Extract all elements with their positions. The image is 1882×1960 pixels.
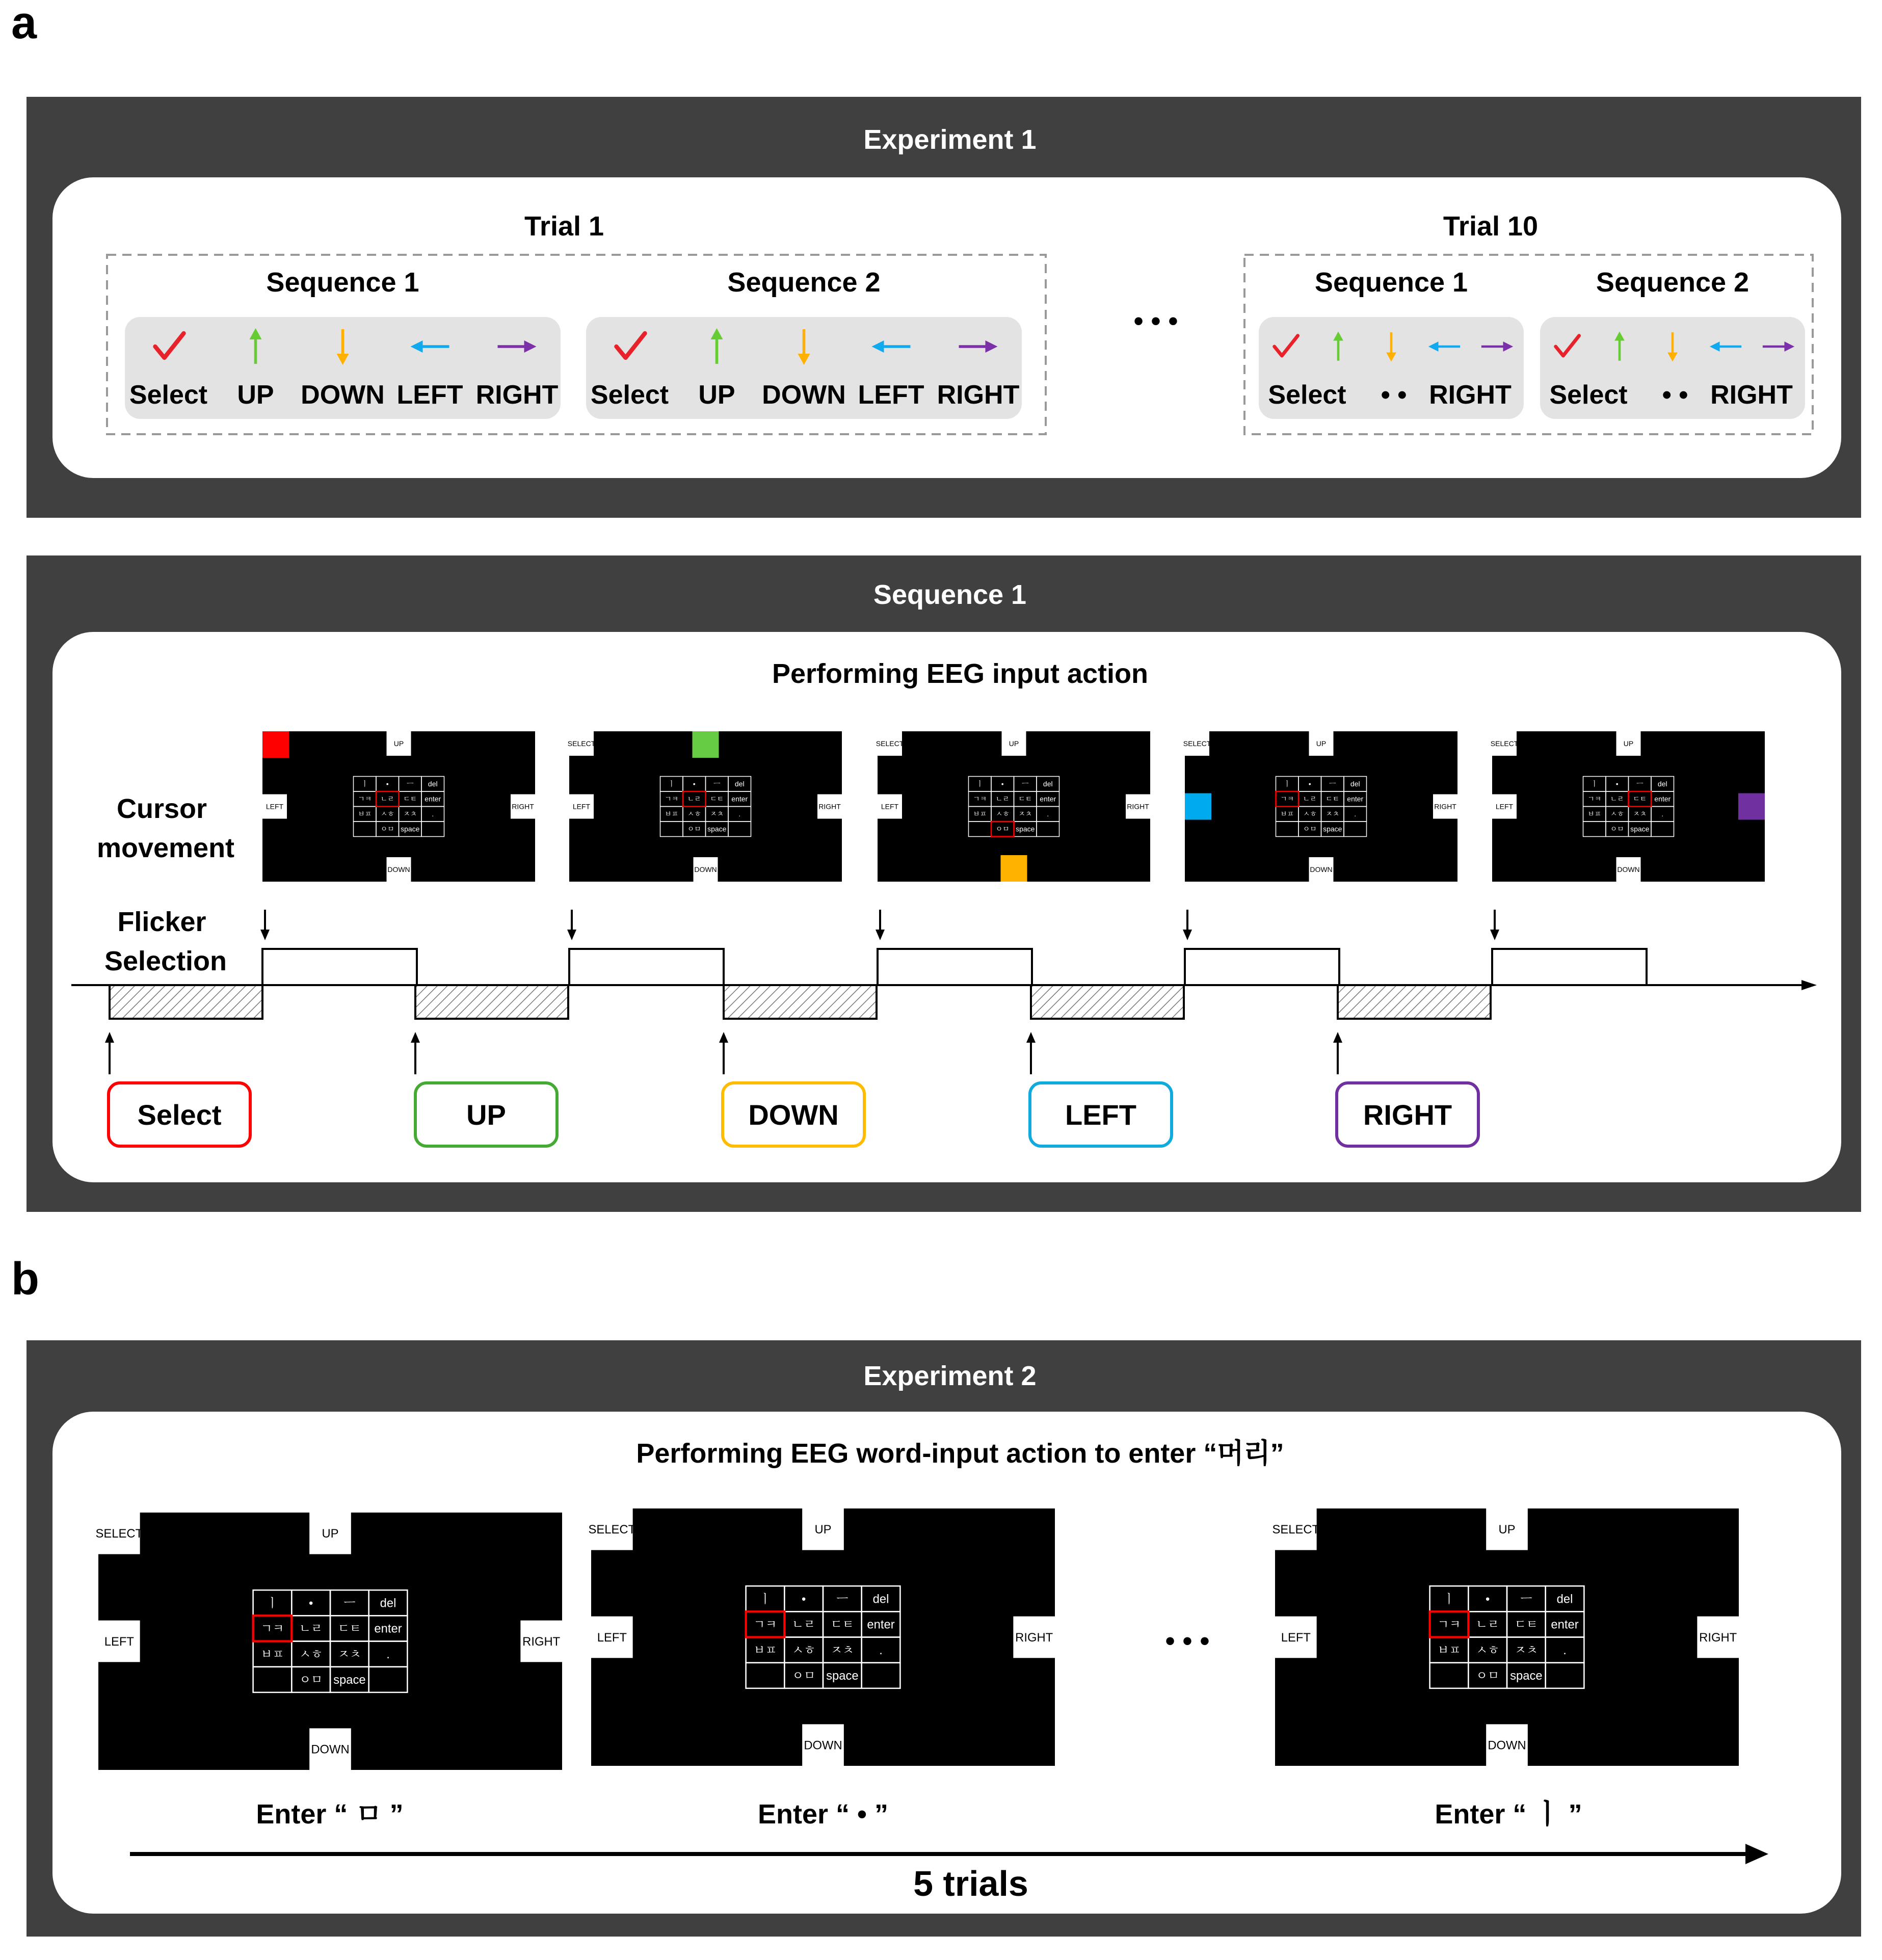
keyboard-cell-label: del — [380, 1596, 396, 1610]
keyboard-cell-label: ㄷㅌ — [830, 1618, 854, 1632]
keyboard-cell-label: del — [1657, 780, 1667, 788]
action-label: DOWN — [301, 380, 385, 410]
keyboard-cell-label: ㅂㅍ — [358, 810, 372, 818]
flicker-target-square — [262, 731, 289, 758]
trials-label: 5 trials — [913, 1864, 1028, 1903]
keyboard-cell-label: ㅡ — [1636, 780, 1644, 788]
action-label: RIGHT — [1429, 380, 1512, 410]
up-button-label: UP — [814, 1523, 832, 1537]
action-label: Select — [129, 380, 208, 410]
left-button-label: LEFT — [881, 802, 899, 811]
experiment2-ellipsis: • • • — [1165, 1626, 1210, 1656]
action-label: RIGHT — [937, 380, 1020, 410]
action-label: UP — [237, 380, 274, 410]
keyboard-cell-label: ㅂㅍ — [1280, 810, 1294, 818]
right-button-label: RIGHT — [512, 802, 534, 811]
keyboard-cell-label: • — [1615, 780, 1619, 788]
down-button-label: DOWN — [1310, 865, 1333, 873]
keyboard-cell-label: space — [707, 825, 727, 833]
keyboard-cell-label: ㅇㅁ — [1303, 825, 1317, 833]
down-button-label: DOWN — [387, 865, 410, 873]
keyboard-cell-label: del — [1556, 1592, 1573, 1606]
select-button-label: SELECT — [1490, 739, 1519, 748]
flicker-target-square — [693, 731, 719, 758]
step-label-1: Enter “ ㅁ ” — [256, 1799, 404, 1830]
keyboard-cell-label: • — [1001, 780, 1004, 788]
keyboard-cell-label: • — [801, 1592, 806, 1606]
keyboard-cell-label: ㅣ — [759, 1592, 771, 1606]
keyboard-cell-label: space — [1630, 825, 1650, 833]
left-button-label: LEFT — [597, 1630, 627, 1645]
down-button-label: DOWN — [311, 1742, 350, 1757]
select-button-label: SELECT — [1183, 739, 1211, 748]
sequence-title: Sequence 2 — [727, 267, 881, 298]
up-button-label: UP — [393, 739, 404, 748]
flicker-target-square — [1738, 793, 1765, 820]
keyboard-cell-label: ㅈㅊ — [1514, 1643, 1538, 1657]
keyboard-cell-label: ㄱㅋ — [1437, 1618, 1461, 1632]
action-box-label: Select — [137, 1099, 222, 1131]
keyboard-cell-label: ㅈㅊ — [830, 1643, 854, 1657]
action-box-label: LEFT — [1065, 1099, 1136, 1131]
up-button-label: UP — [1316, 739, 1327, 748]
trial-ellipsis: • • • — [1133, 306, 1178, 336]
keyboard-cell-label: ㅂㅍ — [260, 1647, 284, 1661]
keyboard-cell-label: ㅣ — [976, 780, 984, 788]
right-button-label: RIGHT — [1699, 1630, 1737, 1645]
down-button-label: DOWN — [1617, 865, 1640, 873]
keyboard-cell-label: space — [1510, 1669, 1543, 1683]
select-button-label: SELECT — [876, 739, 904, 748]
keyboard-cell-label: ㄴㄹ — [792, 1618, 816, 1632]
experiment2-subtitle: Performing EEG word-input action to enter “머리” — [636, 1438, 1284, 1469]
keyboard-cell-label: ㅅㅎ — [687, 810, 701, 818]
keyboard-cell-label: enter — [374, 1622, 402, 1636]
keyboard-cell-label: space — [1323, 825, 1342, 833]
keyboard-cell-label: space — [333, 1673, 366, 1687]
action-box-label: RIGHT — [1363, 1099, 1452, 1131]
right-button-label: RIGHT — [1015, 1630, 1053, 1645]
keyboard-cell-label: ㅇㅁ — [792, 1669, 816, 1683]
keyboard-cell-label: ㄴㄹ — [1303, 794, 1317, 803]
keyboard-cell-label: ㅅㅎ — [995, 810, 1010, 818]
keyboard-cell-label: ㅡ — [836, 1592, 849, 1606]
keyboard-cell-label: ㅣ — [266, 1596, 278, 1610]
keyboard-cell-label: del — [1043, 780, 1053, 788]
keyboard-cell-label: ㅡ — [1520, 1592, 1532, 1606]
keyboard-cell-label: ㄷㅌ — [1514, 1618, 1538, 1632]
action-label: • • — [1662, 380, 1688, 410]
keyboard-cell-label: ㄴㄹ — [995, 794, 1010, 803]
keyboard-cell-label: ㅣ — [668, 780, 675, 788]
action-label: LEFT — [396, 380, 463, 410]
keyboard-cell-label: ㄷㅌ — [1633, 794, 1647, 803]
step-label-3: Enter “ ㅣ ” — [1435, 1799, 1582, 1830]
experiment1-title: Experiment 1 — [863, 124, 1037, 155]
keyboard-cell-label: ㅂㅍ — [973, 810, 987, 818]
keyboard-cell-label: ㄷㅌ — [1326, 794, 1340, 803]
keyboard-cell-label: space — [826, 1669, 859, 1683]
action-label: Select — [1549, 380, 1628, 410]
action-label: UP — [698, 380, 735, 410]
keyboard-cell-label: ㄱㅋ — [1587, 794, 1602, 803]
keyboard-cell-label: del — [428, 780, 438, 788]
keyboard-cell-label: ㅅㅎ — [1476, 1643, 1500, 1657]
keyboard-cell-label: ㅂㅍ — [1587, 810, 1602, 818]
keyboard-cell-label: ㅡ — [713, 780, 721, 788]
keyboard-cell-label: enter — [1654, 794, 1671, 803]
action-box-label: DOWN — [748, 1099, 839, 1131]
select-button-label: SELECT — [588, 1523, 636, 1537]
sequence-title: Sequence 2 — [1596, 267, 1750, 298]
action-label: DOWN — [762, 380, 846, 410]
keyboard-cell-label: ㅡ — [406, 780, 414, 788]
keyboard-cell-label: . — [1047, 810, 1049, 818]
keyboard-cell-label: • — [386, 780, 389, 788]
left-button-label: LEFT — [1495, 802, 1514, 811]
keyboard-cell-label: ㄴㄹ — [687, 794, 701, 803]
keyboard-cell-label: ㅣ — [1591, 780, 1598, 788]
rest-period — [110, 985, 262, 1019]
right-button-label: RIGHT — [818, 802, 841, 811]
right-button-label: RIGHT — [522, 1634, 561, 1649]
keyboard-cell-label: ㅡ — [343, 1596, 356, 1610]
flicker-target-square — [1185, 793, 1211, 820]
keyboard-cell-label: space — [401, 825, 420, 833]
keyboard-cell-label: . — [738, 810, 741, 818]
keyboard-cell-label: ㄷㅌ — [710, 794, 724, 803]
sequence-inner-box — [52, 632, 1841, 1182]
keyboard-cell-label: ㅡ — [1021, 780, 1029, 788]
keyboard-cell-label: ㅇㅁ — [299, 1673, 323, 1687]
keyboard-cell-label: ㄷㅌ — [337, 1622, 361, 1636]
right-button-label: RIGHT — [1434, 802, 1456, 811]
keyboard-cell-label: ㄷㅌ — [403, 794, 417, 803]
keyboard-cell-label: ㅅㅎ — [1303, 810, 1317, 818]
keyboard-cell-label: ㅈㅊ — [403, 810, 417, 818]
keyboard-cell-label: ㄱㅋ — [665, 794, 679, 803]
keyboard-cell-label: ㅂㅍ — [1437, 1643, 1461, 1657]
down-button-label: DOWN — [694, 865, 717, 873]
right-button-label: RIGHT — [1127, 802, 1149, 811]
keyboard-cell-label: . — [1354, 810, 1357, 818]
panel-b-label: b — [11, 1254, 39, 1305]
keyboard-cell-label: space — [1016, 825, 1035, 833]
keyboard-cell-label: ㄱㅋ — [973, 794, 987, 803]
keyboard-cell-label: . — [386, 1647, 390, 1661]
keyboard-cell-label: enter — [1040, 794, 1056, 803]
keyboard-cell-label: • — [1308, 780, 1311, 788]
up-button-label: UP — [1498, 1523, 1516, 1537]
keyboard-cell-label: ㄴㄹ — [299, 1622, 323, 1636]
keyboard-cell-label: enter — [1551, 1618, 1579, 1632]
keyboard-cell-label: ㄱㅋ — [753, 1618, 777, 1632]
keyboard-cell-label: . — [879, 1643, 883, 1657]
action-label: Select — [1268, 380, 1346, 410]
sequence-title: Sequence 1 — [266, 267, 419, 298]
keyboard-cell-label: ㄱㅋ — [358, 794, 372, 803]
keyboard-cell-label: ㅂㅍ — [753, 1643, 777, 1657]
experiment2-title: Experiment 2 — [863, 1361, 1037, 1391]
down-button-label: DOWN — [1488, 1738, 1526, 1753]
panel-a-label: a — [11, 0, 37, 48]
select-button-label: SELECT — [1272, 1523, 1320, 1537]
keyboard-cell-label: ㄱㅋ — [1280, 794, 1294, 803]
keyboard-cell-label: ㅅㅎ — [792, 1643, 816, 1657]
keyboard-cell-label: • — [693, 780, 696, 788]
keyboard-cell-label: del — [1350, 780, 1360, 788]
keyboard-cell-label: ㄱㅋ — [260, 1622, 284, 1636]
action-label: Select — [590, 380, 669, 410]
keyboard-cell-label: ㄴㄹ — [380, 794, 394, 803]
action-label: RIGHT — [475, 380, 559, 410]
cursor-movement-label: Cursor movement — [96, 793, 235, 863]
keyboard-cell-label: enter — [1347, 794, 1364, 803]
keyboard-cell-label: ㅣ — [1283, 780, 1291, 788]
action-label: • • — [1381, 380, 1407, 410]
keyboard-cell-label: . — [1661, 810, 1664, 818]
up-button-label: UP — [1009, 739, 1019, 748]
action-box-label: UP — [466, 1099, 506, 1131]
left-button-label: LEFT — [266, 802, 284, 811]
rest-period — [1338, 985, 1491, 1019]
action-label: LEFT — [858, 380, 924, 410]
flicker-selection-label: Flicker Selection — [104, 907, 227, 976]
keyboard-cell-label: ㅇㅁ — [1476, 1669, 1500, 1683]
trial1-title: Trial 1 — [524, 211, 604, 242]
up-button-label: UP — [1623, 739, 1634, 748]
keyboard-cell-label: ㅇㅁ — [380, 825, 394, 833]
select-button-label: SELECT — [95, 1527, 143, 1541]
keyboard-cell-label: ㅈㅊ — [337, 1647, 361, 1661]
left-button-label: LEFT — [104, 1634, 134, 1649]
down-button-label: DOWN — [804, 1738, 842, 1753]
keyboard-cell-label: ㅅㅎ — [380, 810, 394, 818]
rest-period — [724, 985, 877, 1019]
left-button-label: LEFT — [572, 802, 591, 811]
keyboard-cell-label: ㅅㅎ — [299, 1647, 323, 1661]
keyboard-cell-label: • — [1485, 1592, 1490, 1606]
sequence-frame-title: Sequence 1 — [873, 579, 1027, 610]
trial10-title: Trial 10 — [1443, 211, 1539, 242]
left-button-label: LEFT — [1281, 1630, 1311, 1645]
keyboard-cell-label: • — [308, 1596, 313, 1610]
keyboard-cell-label: ㅅㅎ — [1610, 810, 1624, 818]
rest-period — [1031, 985, 1184, 1019]
keyboard-cell-label: . — [1563, 1643, 1567, 1657]
flicker-target-square — [1001, 855, 1027, 882]
keyboard-cell-label: enter — [867, 1618, 895, 1632]
keyboard-cell-label: ㅡ — [1329, 780, 1336, 788]
keyboard-cell-label: del — [872, 1592, 889, 1606]
keyboard-cell-label: ㄷㅌ — [1018, 794, 1032, 803]
rest-period — [415, 985, 568, 1019]
keyboard-cell-label: ㅈㅊ — [710, 810, 724, 818]
select-button-label: SELECT — [567, 739, 596, 748]
up-button-label: UP — [322, 1527, 339, 1541]
keyboard-cell-label: enter — [425, 794, 441, 803]
keyboard-cell-label: enter — [731, 794, 748, 803]
keyboard-cell-label: . — [432, 810, 434, 818]
keyboard-cell-label: ㄴㄹ — [1476, 1618, 1500, 1632]
keyboard-cell-label: ㅇㅁ — [687, 825, 701, 833]
sequence-subtitle: Performing EEG input action — [772, 658, 1149, 689]
step-label-2: Enter “ • ” — [758, 1799, 888, 1830]
keyboard-cell-label: ㄴㄹ — [1610, 794, 1624, 803]
keyboard-cell-label: ㅂㅍ — [665, 810, 679, 818]
keyboard-cell-label: ㅇㅁ — [1610, 825, 1624, 833]
keyboard-cell-label: ㅣ — [361, 780, 368, 788]
keyboard-cell-label: ㅈㅊ — [1326, 810, 1340, 818]
keyboard-cell-label: del — [734, 780, 745, 788]
action-label: RIGHT — [1710, 380, 1793, 410]
keyboard-cell-label: ㅇㅁ — [995, 825, 1010, 833]
keyboard-cell-label: ㅣ — [1443, 1592, 1455, 1606]
keyboard-cell-label: ㅈㅊ — [1018, 810, 1032, 818]
sequence-title: Sequence 1 — [1314, 267, 1468, 298]
keyboard-cell-label: ㅈㅊ — [1633, 810, 1647, 818]
